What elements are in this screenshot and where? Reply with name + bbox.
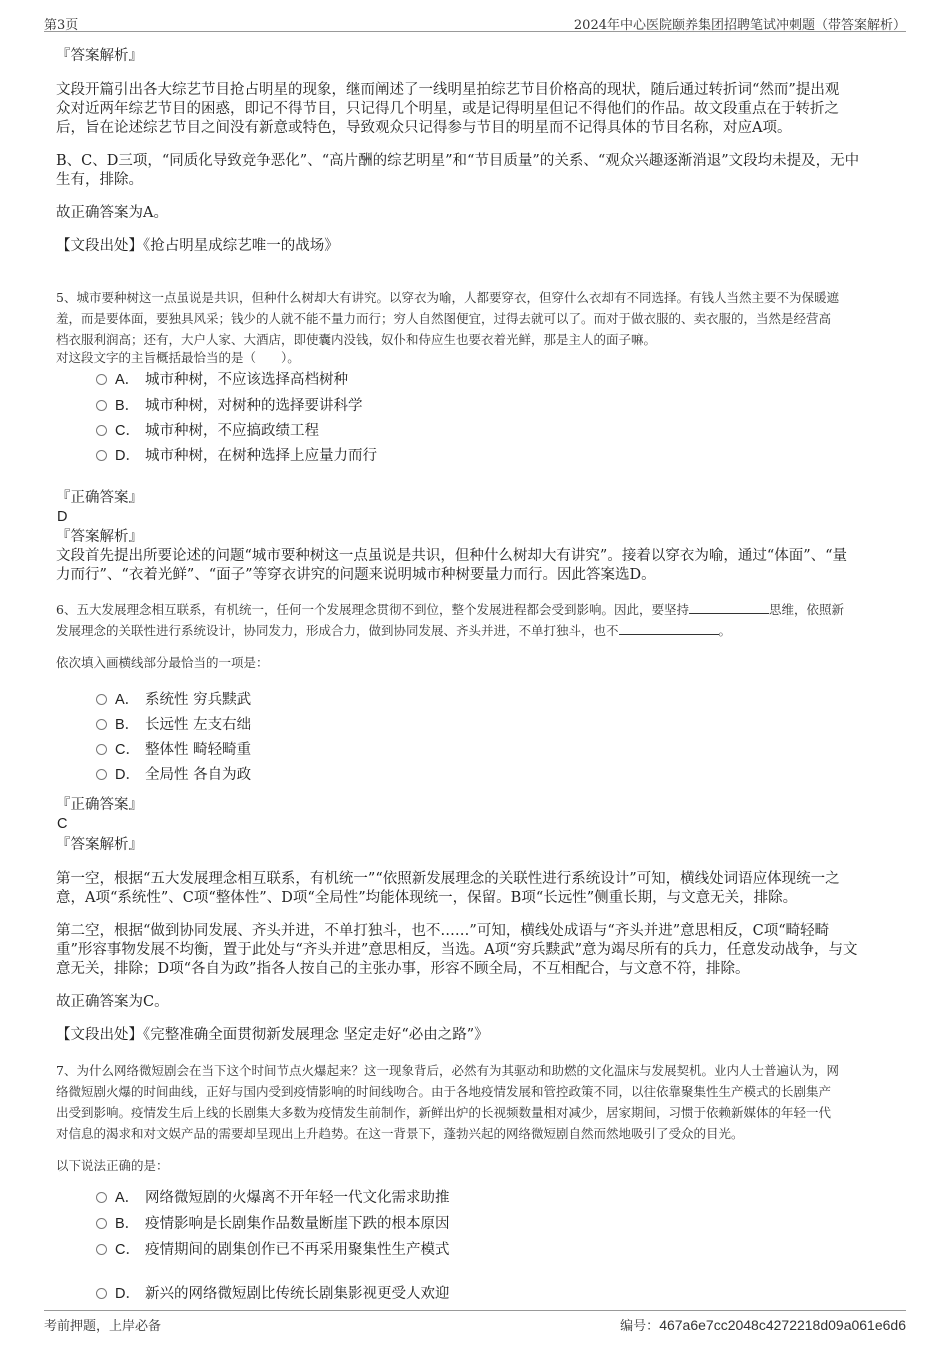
q7-option-c[interactable]: C． 疫情期间的剧集创作已不再采用聚集性生产模式: [96, 1239, 450, 1261]
q5-option-d[interactable]: D． 城市种树，在树种选择上应量力而行: [96, 445, 377, 467]
q5-prompt: 对这段文字的主旨概括最恰当的是（ ）。: [56, 350, 300, 365]
q6-option-b[interactable]: B． 长远性 左支右绌: [96, 714, 251, 736]
q6-option-d[interactable]: D． 全局性 各自为政: [96, 764, 251, 786]
footer-code: [620, 1315, 906, 1334]
q5-stem-line3: 档衣服利润高；还有，大户人家、大酒店，即使囊内没钱，奴仆和侍应生也要衣着光鲜，那是主人的面子嘛。: [56, 332, 657, 347]
q5-analysis-line2: 力而行”、“衣着光鲜”、“面子”等穿衣讲究的问题来说明城市种树要量力而行。因此答案选D。: [56, 567, 656, 583]
q5-analysis-label: 『答案解析』: [56, 529, 143, 545]
q5-answer: D: [57, 509, 68, 525]
q4-conclusion: 故正确答案为A。: [56, 205, 168, 221]
q5-option-a[interactable]: A． 城市种树，不应该选择高档树种: [96, 369, 348, 391]
q6-analysis-p2-line1: 第二空，根据“做到协同发展、齐头并进，不单打独斗，也不……”可知，横线处成语与“齐头并进”意思相反，C项“畸轻畸: [56, 923, 830, 939]
q6-option-c[interactable]: C． 整体性 畸轻畸重: [96, 739, 251, 761]
q4-analysis-p1-line1: 文段开篇引出各大综艺节目抢占明星的现象，继而阐述了一线明星拍综艺节目价格高的现状，随后通过转折词“然而”提出观: [56, 82, 840, 98]
q6-analysis-p2-line3: 意无关，排除；D项“各自为政”指各人按自己的主张办事，形容不顾全局，不互相配合，与文意不符，排除。: [56, 961, 750, 977]
q6-analysis-p2-line2: 重”形容事物发展不均衡，置于此处与“齐头并进”意思相反，当选。A项“穷兵黩武”意为竭尽所有的兵力，任意发动战争，与文: [56, 942, 858, 958]
q6-answer: C: [57, 816, 68, 832]
q7-stem-line4: 对信息的渴求和对文娱产品的需要却呈现出上升趋势。在这一背景下，蓬勃兴起的网络微短剧自然而然地吸引了受众的目光。: [56, 1126, 744, 1141]
q4-analysis-p2-line1: B、C、D三项，“同质化导致竞争恶化”、“高片酬的综艺明星”和“节目质量”的关系、“观众兴趣逐渐消退”文段均未提及，无中: [56, 153, 860, 169]
radio-icon[interactable]: [96, 694, 107, 705]
q6-analysis-p1-line2: 意，A项“系统性”、C项“整体性”、D项“全局性”均能体现统一，保留。B项“长远性”侧重长期，与文意无关，排除。: [56, 890, 798, 906]
q7-option-a[interactable]: A． 网络微短剧的火爆离不开年轻一代文化需求助推: [96, 1187, 450, 1209]
page-header: [44, 12, 906, 32]
footer-code-label: 编号：: [620, 1319, 660, 1334]
q6-prompt: 依次填入画横线部分最恰当的一项是：: [56, 655, 269, 670]
fill-blank-1: [689, 600, 769, 614]
q7-stem-line1: 7、为什么网络微短剧会在当下这个时间节点火爆起来？这一现象背后，必然有为其驱动和助燃的文化温床与发展契机。业内人士普遍认为，网: [56, 1063, 839, 1078]
radio-icon[interactable]: [96, 1288, 107, 1299]
document-title: 2024年中心医院颐养集团招聘笔试冲刺题（带答案解析）: [573, 18, 906, 33]
q7-option-b[interactable]: B． 疫情影响是长剧集作品数量断崖下跌的根本原因: [96, 1213, 450, 1235]
q6-option-a[interactable]: A． 系统性 穷兵黩武: [96, 689, 251, 711]
q6-analysis-p1-line1: 第一空，根据“五大发展理念相互联系，有机统一”“依照新发展理念的关联性进行系统设计”可知，横线处词语应体现统一之: [56, 871, 840, 887]
radio-icon[interactable]: [96, 374, 107, 385]
radio-icon[interactable]: [96, 1192, 107, 1203]
radio-icon[interactable]: [96, 719, 107, 730]
radio-icon[interactable]: [96, 1244, 107, 1255]
q7-option-d[interactable]: D． 新兴的网络微短剧比传统长剧集影视更受人欢迎: [96, 1283, 450, 1305]
q7-stem-line2: 络微短剧火爆的时间曲线，正好与国内受到疫情影响的时间线吻合。由于各地疫情发展和管控政策不同，以往依靠聚集性生产模式的长剧集产: [56, 1084, 832, 1099]
page-number: 第3页: [44, 18, 79, 33]
radio-icon[interactable]: [96, 450, 107, 461]
q4-analysis-p2-line2: 生有，排除。: [56, 172, 143, 188]
q5-answer-label: 『正确答案』: [56, 490, 143, 506]
q5-option-c[interactable]: C． 城市种树，不应搞政绩工程: [96, 420, 319, 442]
footer-code-value: 467a6e7cc2048c4272218d09a061e6d6: [659, 1317, 906, 1333]
q6-source: 【文段出处】《完整准确全面贯彻新发展理念 坚定走好“必由之路”》: [56, 1027, 489, 1043]
q4-analysis-p1-line2: 众对近两年综艺节目的困惑，即记不得节目，只记得几个明星，或是记得明星但记不得他们的作品。故文段重点在于转折之: [56, 101, 839, 117]
footer-slogan: 考前押题，上岸必备: [44, 1319, 162, 1334]
q6-answer-label: 『正确答案』: [56, 797, 143, 813]
fill-blank-2: [619, 621, 719, 635]
q4-analysis-p1-line3: 后，旨在论述综艺节目之间没有新意或特色，导致观众只记得参与节目的明星而不记得具体的节目名称，对应A项。: [56, 120, 792, 136]
q4-analysis-label: 『答案解析』: [56, 48, 143, 64]
q5-analysis-line1: 文段首先提出所要论述的问题“城市要种树这一点虽说是共识，但种什么树却大有讲究”。接着以穿衣为喻，通过“体面”、“量: [56, 548, 848, 564]
q4-source: 【文段出处】《抢占明星成综艺唯一的战场》: [56, 238, 339, 254]
radio-icon[interactable]: [96, 744, 107, 755]
page-footer: [44, 1310, 906, 1332]
q5-option-b[interactable]: B． 城市种树，对树种的选择要讲科学: [96, 395, 363, 417]
q6-analysis-label: 『答案解析』: [56, 837, 143, 853]
radio-icon[interactable]: [96, 400, 107, 411]
radio-icon[interactable]: [96, 1218, 107, 1229]
q7-stem-line3: 出受到影响。疫情发生后上线的长剧集大多数为疫情发生前制作，新鲜出炉的长视频数量相对减少，居家期间，习惯于依赖新媒体的年轻一代: [56, 1105, 832, 1120]
q5-stem-line2: 羞，而是要体面，要独具风采；钱少的人就不能不量力而行；穷人自然图便宜，过得去就可以了。而对于做衣服的、卖衣服的，当然是经营高: [56, 311, 832, 326]
q6-stem-line1: 6、五大发展理念相互联系，有机统一，任何一个发展理念贯彻不到位，整个发展进程都会受到影响。因此，要坚持 思维，依照新: [56, 602, 844, 617]
q6-stem-line2: 发展理念的关联性进行系统设计，协同发力，形成合力，做到协同发展、齐头并进，不单打独斗，也不 。: [56, 623, 732, 638]
q7-prompt: 以下说法正确的是：: [56, 1158, 169, 1173]
radio-icon[interactable]: [96, 425, 107, 436]
q6-conclusion: 故正确答案为C。: [56, 994, 169, 1010]
q5-stem-line1: 5、城市要种树这一点虽说是共识，但种什么树却大有讲究。以穿衣为喻，人都要穿衣，但穿什么衣却有不同选择。有钱人当然主要不为保暖遮: [56, 290, 839, 305]
radio-icon[interactable]: [96, 769, 107, 780]
